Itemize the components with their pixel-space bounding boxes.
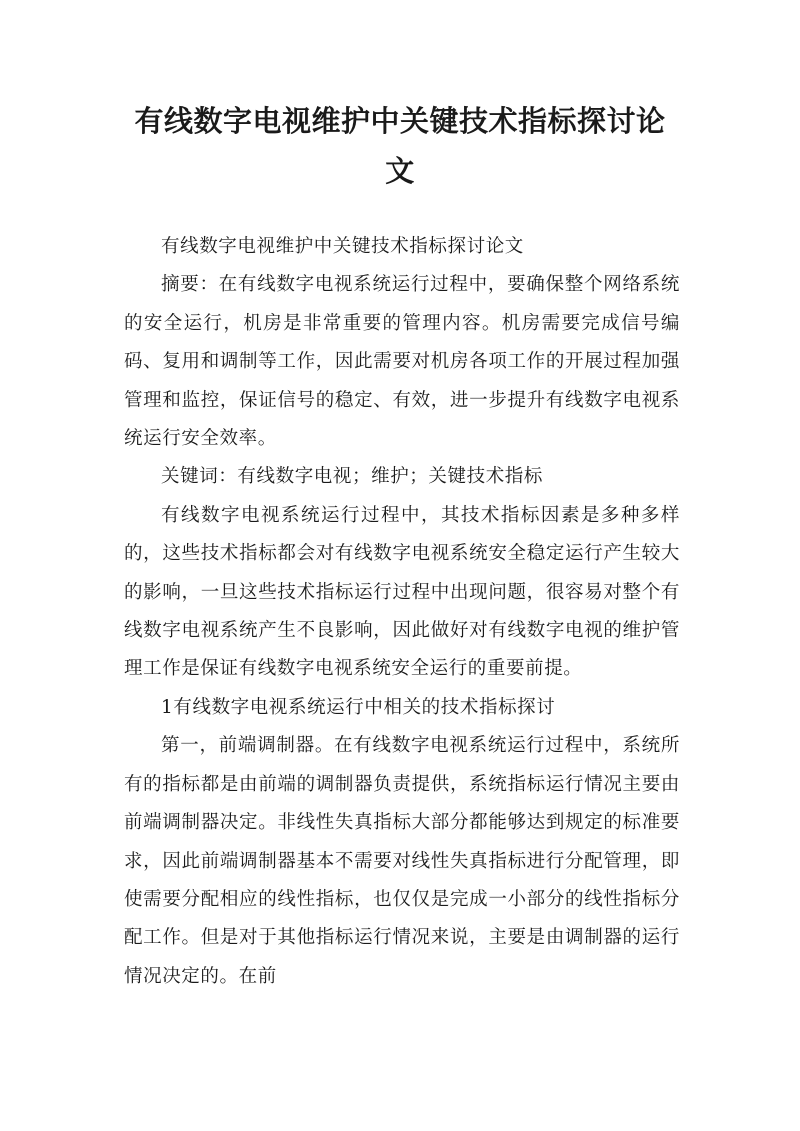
body-paragraph: 第一，前端调制器。在有线数字电视系统运行过程中，系统所有的指标都是由前端的调制器负责提供，系统指标运行情况主要由前端调制器决定。非线性失真指标大部分都能够达到规定的标准要求，因此前端调制器基本不需要对线性失真指标进行分配管理，即使需要分配相应的线性指标，也仅仅是完成一小部分的线性指标分配工作。但是对于其他指标运行情况来说，主要是由调制器的运行情况决定的。在前 [124,735,680,987]
intro-paragraph: 有线数字电视系统运行过程中，其技术指标因素是多种多样的，这些技术指标都会对有线数字电视系统安全稳定运行产生较大的影响，一旦这些技术指标运行过程中出现问题，很容易对整个有线数字电视系统产生不良影响，因此做好对有线数字电视的维护管理工作是保证有线数字电视系统安全运行的重要前提。 [124,504,680,680]
keywords-paragraph: 关键词：有线数字电视；维护；关键技术指标 [161,466,544,488]
document-title [100,96,700,196]
title-line-1: 有线数字电视维护中关键技术指标探讨论 [134,104,666,138]
subtitle-paragraph: 有线数字电视维护中关键技术指标探讨论文 [161,236,524,257]
section-heading: 1有线数字电视系统运行中相关的技术指标探讨 [161,696,556,718]
title-line-2: 文 [385,154,415,188]
abstract-paragraph: 摘要：在有线数字电视系统运行过程中，要确保整个网络系统的安全运行，机房是非常重要的管理内容。机房需要完成信号编码、复用和调制等工作，因此需要对机房各项工作的开展过程加强管理和监控，保证信号的稳定、有效，进一步提升有线数字电视系统运行安全效率。 [124,274,680,450]
document-body [124,228,680,996]
